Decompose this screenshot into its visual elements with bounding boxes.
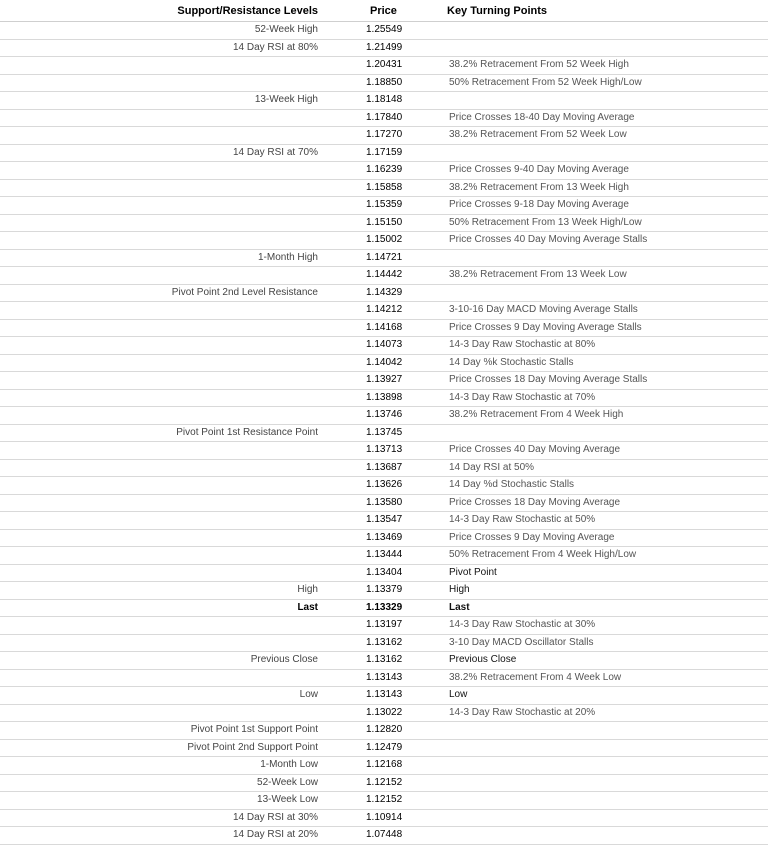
turning-point-cell: 3-10-16 Day MACD Moving Average Stalls	[402, 302, 768, 320]
table-row	[0, 512, 768, 530]
turning-point-cell	[402, 809, 768, 827]
turning-point-cell: 38.2% Retracement From 4 Week High	[402, 407, 768, 425]
turning-point-cell: 38.2% Retracement From 52 Week Low	[402, 127, 768, 145]
turning-point-cell	[402, 424, 768, 442]
price-cell: 1.17159	[322, 144, 402, 162]
turning-point-cell: Pivot Point	[402, 564, 768, 582]
table-row	[0, 582, 768, 600]
turning-point-cell: 14-3 Day Raw Stochastic at 70%	[402, 389, 768, 407]
price-cell: 1.16239	[322, 162, 402, 180]
level-cell: Previous Close	[0, 652, 322, 670]
level-cell: Pivot Point 1st Support Point	[0, 722, 322, 740]
turning-point-cell	[402, 249, 768, 267]
level-cell	[0, 354, 322, 372]
table-row	[0, 827, 768, 845]
level-cell: 14 Day RSI at 80%	[0, 39, 322, 57]
price-cell: 1.14042	[322, 354, 402, 372]
level-cell: 14 Day RSI at 20%	[0, 827, 322, 845]
table-row	[0, 687, 768, 705]
table-row	[0, 22, 768, 40]
price-cell: 1.14073	[322, 337, 402, 355]
price-cell: 1.15858	[322, 179, 402, 197]
level-cell	[0, 389, 322, 407]
level-cell	[0, 267, 322, 285]
turning-point-cell: Price Crosses 9 Day Moving Average	[402, 529, 768, 547]
price-cell: 1.15150	[322, 214, 402, 232]
price-cell: 1.18850	[322, 74, 402, 92]
price-cell: 1.14212	[322, 302, 402, 320]
turning-point-cell: 14 Day %k Stochastic Stalls	[402, 354, 768, 372]
level-cell	[0, 564, 322, 582]
turning-point-cell: 14-3 Day Raw Stochastic at 50%	[402, 512, 768, 530]
turning-point-cell: 3-10 Day MACD Oscillator Stalls	[402, 634, 768, 652]
price-cell: 1.13022	[322, 704, 402, 722]
table-row	[0, 39, 768, 57]
price-cell: 1.13197	[322, 617, 402, 635]
turning-point-cell: Price Crosses 18-40 Day Moving Average	[402, 109, 768, 127]
turning-point-cell: 38.2% Retracement From 52 Week High	[402, 57, 768, 75]
turning-point-cell	[402, 39, 768, 57]
price-cell: 1.13379	[322, 582, 402, 600]
table-row	[0, 424, 768, 442]
table-row	[0, 267, 768, 285]
turning-point-cell: Previous Close	[402, 652, 768, 670]
price-cell: 1.17840	[322, 109, 402, 127]
table-row	[0, 74, 768, 92]
table-row	[0, 337, 768, 355]
level-cell: 13-Week Low	[0, 792, 322, 810]
level-cell	[0, 127, 322, 145]
price-cell: 1.13143	[322, 687, 402, 705]
price-cell: 1.13143	[322, 669, 402, 687]
table-row	[0, 617, 768, 635]
level-cell	[0, 109, 322, 127]
price-cell: 1.13898	[322, 389, 402, 407]
price-cell: 1.14442	[322, 267, 402, 285]
price-cell: 1.13626	[322, 477, 402, 495]
turning-point-cell: 14-3 Day Raw Stochastic at 30%	[402, 617, 768, 635]
table-row	[0, 232, 768, 250]
price-cell: 1.21499	[322, 39, 402, 57]
table-row	[0, 652, 768, 670]
table-row	[0, 162, 768, 180]
level-cell	[0, 232, 322, 250]
level-cell: Pivot Point 1st Resistance Point	[0, 424, 322, 442]
price-cell: 1.17270	[322, 127, 402, 145]
price-cell: 1.13713	[322, 442, 402, 460]
price-cell: 1.18148	[322, 92, 402, 110]
price-cell: 1.13745	[322, 424, 402, 442]
table-row	[0, 57, 768, 75]
level-cell: 14 Day RSI at 30%	[0, 809, 322, 827]
table-row	[0, 442, 768, 460]
price-cell: 1.12152	[322, 792, 402, 810]
table-header-row	[0, 0, 768, 22]
price-cell: 1.13162	[322, 634, 402, 652]
table-row	[0, 302, 768, 320]
level-cell	[0, 704, 322, 722]
level-cell	[0, 634, 322, 652]
price-cell: 1.12479	[322, 739, 402, 757]
header-price: Price	[322, 0, 402, 22]
turning-point-cell	[402, 774, 768, 792]
turning-point-cell: 14-3 Day Raw Stochastic at 80%	[402, 337, 768, 355]
level-cell: 13-Week High	[0, 92, 322, 110]
table-row	[0, 407, 768, 425]
level-cell	[0, 319, 322, 337]
turning-point-cell: Price Crosses 9-18 Day Moving Average	[402, 197, 768, 215]
header-key-turning-points: Key Turning Points	[402, 0, 768, 22]
turning-point-cell: Price Crosses 9 Day Moving Average Stalls	[402, 319, 768, 337]
table-row	[0, 494, 768, 512]
turning-point-cell: Low	[402, 687, 768, 705]
table-row	[0, 214, 768, 232]
level-cell	[0, 372, 322, 390]
level-cell	[0, 442, 322, 460]
table-row	[0, 774, 768, 792]
table-row	[0, 599, 768, 617]
level-cell: Last	[0, 599, 322, 617]
price-cell: 1.12152	[322, 774, 402, 792]
price-cell: 1.20431	[322, 57, 402, 75]
turning-point-cell: 14 Day %d Stochastic Stalls	[402, 477, 768, 495]
turning-point-cell: 50% Retracement From 13 Week High/Low	[402, 214, 768, 232]
price-cell: 1.15002	[322, 232, 402, 250]
price-cell: 1.13547	[322, 512, 402, 530]
table-row	[0, 809, 768, 827]
level-cell: 14 Day RSI at 70%	[0, 144, 322, 162]
turning-point-cell	[402, 739, 768, 757]
table-row	[0, 739, 768, 757]
level-cell	[0, 162, 322, 180]
level-cell: Pivot Point 2nd Level Resistance	[0, 284, 322, 302]
table-row	[0, 197, 768, 215]
level-cell	[0, 214, 322, 232]
price-cell: 1.13444	[322, 547, 402, 565]
turning-point-cell: 50% Retracement From 52 Week High/Low	[402, 74, 768, 92]
table-row	[0, 704, 768, 722]
table-row	[0, 722, 768, 740]
level-cell: 52-Week High	[0, 22, 322, 40]
price-cell: 1.15359	[322, 197, 402, 215]
level-cell: 1-Month High	[0, 249, 322, 267]
table-row	[0, 792, 768, 810]
price-cell: 1.12820	[322, 722, 402, 740]
table-row	[0, 372, 768, 390]
price-cell: 1.14721	[322, 249, 402, 267]
turning-point-cell	[402, 722, 768, 740]
table-row	[0, 547, 768, 565]
turning-point-cell: Price Crosses 9-40 Day Moving Average	[402, 162, 768, 180]
table-body	[0, 22, 768, 845]
table-row	[0, 389, 768, 407]
turning-point-cell	[402, 284, 768, 302]
turning-point-cell	[402, 22, 768, 40]
level-cell	[0, 512, 322, 530]
turning-point-cell	[402, 144, 768, 162]
level-cell	[0, 337, 322, 355]
level-cell	[0, 302, 322, 320]
level-cell: 52-Week Low	[0, 774, 322, 792]
price-cell: 1.13746	[322, 407, 402, 425]
price-cell: 1.13329	[322, 599, 402, 617]
table-row	[0, 477, 768, 495]
turning-point-cell: High	[402, 582, 768, 600]
table-row	[0, 109, 768, 127]
table-row	[0, 669, 768, 687]
level-cell: High	[0, 582, 322, 600]
table-row	[0, 284, 768, 302]
level-cell	[0, 459, 322, 477]
price-cell: 1.14168	[322, 319, 402, 337]
table-row	[0, 249, 768, 267]
table-row	[0, 354, 768, 372]
table-row	[0, 92, 768, 110]
level-cell: Pivot Point 2nd Support Point	[0, 739, 322, 757]
level-cell: 1-Month Low	[0, 757, 322, 775]
turning-point-cell	[402, 757, 768, 775]
price-cell: 1.12168	[322, 757, 402, 775]
table-row	[0, 144, 768, 162]
level-cell	[0, 57, 322, 75]
turning-point-cell: 38.2% Retracement From 13 Week Low	[402, 267, 768, 285]
turning-point-cell: Price Crosses 40 Day Moving Average Stalls	[402, 232, 768, 250]
price-cell: 1.10914	[322, 809, 402, 827]
price-cell: 1.13404	[322, 564, 402, 582]
level-cell	[0, 494, 322, 512]
turning-point-cell	[402, 827, 768, 845]
turning-point-cell: 38.2% Retracement From 13 Week High	[402, 179, 768, 197]
turning-point-cell: Price Crosses 18 Day Moving Average Stalls	[402, 372, 768, 390]
turning-point-cell: 14-3 Day Raw Stochastic at 20%	[402, 704, 768, 722]
table-row	[0, 319, 768, 337]
header-support-resistance-levels: Support/Resistance Levels	[0, 0, 322, 22]
table-row	[0, 634, 768, 652]
price-cell: 1.07448	[322, 827, 402, 845]
table-row	[0, 564, 768, 582]
price-cell: 1.13927	[322, 372, 402, 390]
price-cell: 1.13162	[322, 652, 402, 670]
level-cell	[0, 547, 322, 565]
level-cell	[0, 617, 322, 635]
turning-point-cell	[402, 792, 768, 810]
level-cell	[0, 197, 322, 215]
level-cell	[0, 529, 322, 547]
turning-point-cell: Price Crosses 18 Day Moving Average	[402, 494, 768, 512]
table-row	[0, 179, 768, 197]
price-cell: 1.14329	[322, 284, 402, 302]
table-row	[0, 127, 768, 145]
turning-point-cell: 38.2% Retracement From 4 Week Low	[402, 669, 768, 687]
turning-point-cell: 50% Retracement From 4 Week High/Low	[402, 547, 768, 565]
turning-point-cell: Last	[402, 599, 768, 617]
price-cell: 1.13469	[322, 529, 402, 547]
table-row	[0, 757, 768, 775]
level-cell	[0, 477, 322, 495]
level-cell	[0, 407, 322, 425]
price-cell: 1.25549	[322, 22, 402, 40]
level-cell	[0, 74, 322, 92]
level-cell	[0, 179, 322, 197]
level-cell	[0, 669, 322, 687]
table-row	[0, 459, 768, 477]
table-row	[0, 529, 768, 547]
turning-point-cell: Price Crosses 40 Day Moving Average	[402, 442, 768, 460]
price-cell: 1.13580	[322, 494, 402, 512]
level-cell: Low	[0, 687, 322, 705]
price-cell: 1.13687	[322, 459, 402, 477]
turning-point-cell	[402, 92, 768, 110]
turning-point-cell: 14 Day RSI at 50%	[402, 459, 768, 477]
